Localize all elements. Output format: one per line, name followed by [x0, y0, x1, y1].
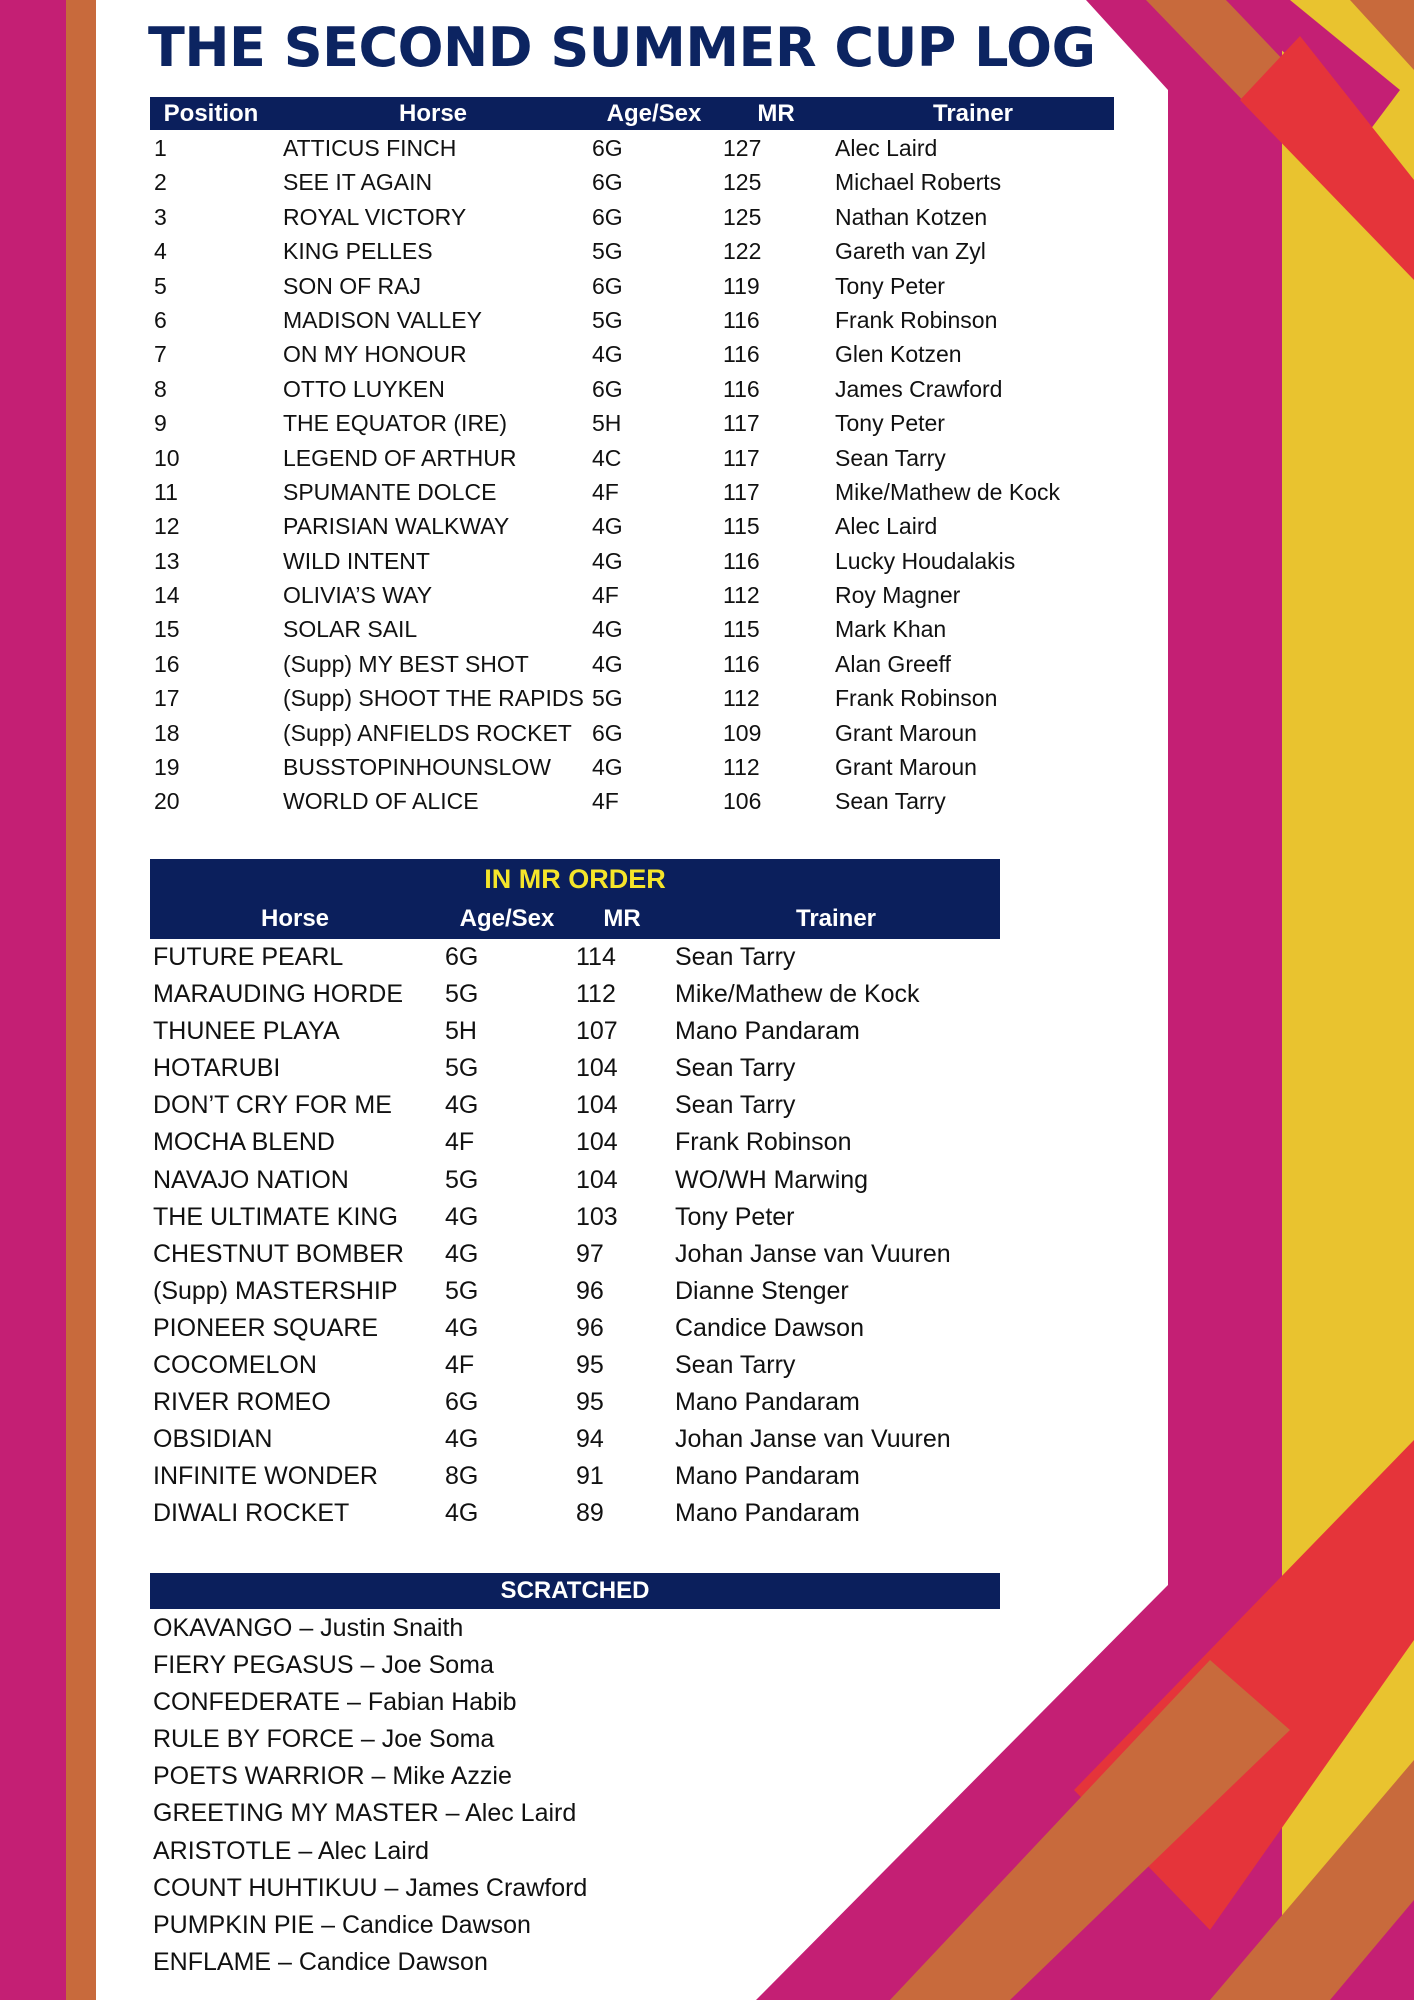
log-horse: MADISON VALLEY — [283, 306, 482, 333]
table-row — [154, 475, 1114, 509]
log-trainer: Frank Robinson — [835, 685, 998, 712]
table-row — [153, 1087, 1003, 1124]
mr-value: 103 — [576, 1202, 618, 1231]
table-row — [154, 337, 1114, 371]
log-mr: 116 — [723, 547, 760, 574]
mr-value: 91 — [576, 1462, 604, 1491]
table-row — [154, 372, 1114, 406]
table-row — [154, 131, 1114, 165]
mr-trainer: Tony Peter — [675, 1202, 795, 1231]
log-mr: 122 — [723, 238, 762, 265]
log-mr: 127 — [723, 135, 762, 161]
log-age-sex: 4C — [592, 444, 622, 471]
log-position: 13 — [154, 547, 180, 574]
log-position: 16 — [154, 650, 180, 677]
table-row — [154, 303, 1114, 337]
log-horse: SPUMANTE DOLCE — [283, 478, 497, 505]
log-age-sex: 4F — [592, 788, 619, 815]
log-trainer: Tony Peter — [835, 410, 945, 437]
mr-horse: PIONEER SQUARE — [153, 1313, 379, 1342]
mr-col-header-age-sex: Age/Sex — [459, 905, 555, 932]
mr-horse: MOCHA BLEND — [153, 1128, 335, 1157]
mr-age-sex: 5G — [445, 980, 479, 1009]
log-horse: ON MY HONOUR — [283, 341, 467, 368]
mr-horse: DIWALI ROCKET — [153, 1499, 350, 1528]
scratched-header — [150, 1573, 1000, 1609]
table-row — [154, 750, 1114, 784]
log-position: 15 — [154, 616, 180, 643]
table-row — [153, 1458, 1003, 1495]
log-horse: WILD INTENT — [283, 547, 430, 574]
log-horse: ROYAL VICTORY — [283, 203, 467, 230]
log-horse: OLIVIA’S WAY — [283, 582, 433, 609]
mr-trainer: Dianne Stenger — [675, 1276, 849, 1305]
mr-trainer: Sean Tarry — [675, 1351, 796, 1380]
mr-trainer: Mike/Mathew de Kock — [675, 980, 920, 1009]
table-row — [153, 1384, 1003, 1421]
mr-order-title: IN MR ORDER — [484, 864, 666, 894]
mr-age-sex: 4F — [445, 1351, 475, 1380]
mr-value: 95 — [576, 1388, 604, 1417]
mr-value: 94 — [576, 1425, 604, 1454]
table-row — [153, 1236, 1003, 1273]
log-age-sex: 5G — [592, 238, 623, 265]
table-row — [154, 578, 1114, 612]
mr-trainer: Candice Dawson — [675, 1313, 864, 1342]
mr-trainer: WO/WH Marwing — [675, 1165, 869, 1194]
scratched-item: ARISTOTLE – Alec Laird — [153, 1836, 430, 1865]
log-trainer: Lucky Houdalakis — [835, 547, 1016, 574]
log-age-sex: 4G — [592, 616, 623, 643]
log-trainer: Gareth van Zyl — [835, 238, 986, 265]
log-age-sex: 4F — [592, 582, 619, 609]
log-mr: 116 — [723, 650, 760, 677]
table-row — [154, 612, 1114, 646]
log-horse: PARISIAN WALKWAY — [283, 513, 510, 540]
mr-horse: NAVAJO NATION — [153, 1165, 349, 1194]
mr-age-sex: 4G — [445, 1091, 479, 1120]
mr-value: 104 — [576, 1165, 618, 1194]
mr-age-sex: 4G — [445, 1239, 479, 1268]
log-horse: (Supp) SHOOT THE RAPIDS — [283, 685, 584, 712]
log-trainer: Grant Maroun — [835, 754, 977, 781]
log-age-sex: 5G — [592, 306, 623, 333]
table-row — [153, 1495, 1003, 1532]
mr-age-sex: 8G — [445, 1462, 479, 1491]
table-row — [153, 1162, 1003, 1199]
table-row — [154, 200, 1114, 234]
log-trainer: Sean Tarry — [835, 444, 946, 471]
col-header-mr: MR — [757, 100, 795, 127]
scratched-item: PUMPKIN PIE – Candice Dawson — [153, 1910, 531, 1939]
log-mr: 117 — [723, 478, 760, 505]
log-age-sex: 6G — [592, 719, 623, 746]
log-position: 17 — [154, 685, 180, 712]
log-trainer: Frank Robinson — [835, 306, 998, 333]
log-position: 10 — [154, 444, 180, 471]
log-horse: SOLAR SAIL — [283, 616, 418, 643]
mr-value: 107 — [576, 1017, 618, 1046]
mr-order-header — [150, 859, 1000, 939]
scratched-item: FIERY PEGASUS – Joe Soma — [153, 1651, 494, 1680]
table-row — [154, 269, 1114, 303]
scratched-item: POETS WARRIOR – Mike Azzie — [153, 1762, 512, 1791]
mr-age-sex: 5G — [445, 1054, 479, 1083]
log-position: 12 — [154, 513, 180, 540]
log-table-body — [154, 131, 1114, 819]
log-horse: SON OF RAJ — [283, 272, 422, 299]
table-row — [154, 165, 1114, 199]
mr-trainer: Mano Pandaram — [675, 1499, 860, 1528]
table-row — [153, 1013, 1003, 1050]
scratched-item: RULE BY FORCE – Joe Soma — [153, 1725, 495, 1754]
log-trainer: Michael Roberts — [835, 169, 1002, 196]
mr-horse: CHESTNUT BOMBER — [153, 1239, 404, 1268]
log-age-sex: 4G — [592, 650, 623, 677]
log-mr: 117 — [723, 444, 760, 471]
mr-trainer: Mano Pandaram — [675, 1462, 860, 1491]
mr-horse: FUTURE PEARL — [153, 943, 344, 971]
scratched-item: OKAVANGO – Justin Snaith — [153, 1614, 464, 1642]
mr-horse: OBSIDIAN — [153, 1425, 273, 1454]
table-row — [154, 647, 1114, 681]
log-trainer: Glen Kotzen — [835, 341, 962, 368]
table-row — [154, 441, 1114, 475]
log-age-sex: 6G — [592, 272, 623, 299]
log-trainer: Sean Tarry — [835, 788, 946, 815]
log-age-sex: 4G — [592, 754, 623, 781]
mr-value: 112 — [576, 980, 616, 1009]
col-header-position: Position — [163, 100, 259, 127]
log-age-sex: 6G — [592, 169, 623, 196]
log-trainer: Alan Greeff — [835, 650, 951, 677]
mr-age-sex: 4F — [445, 1128, 475, 1157]
mr-trainer: Frank Robinson — [675, 1128, 852, 1157]
log-trainer: James Crawford — [835, 375, 1003, 402]
log-horse: OTTO LUYKEN — [283, 375, 445, 402]
log-position: 19 — [154, 754, 180, 781]
log-trainer: Roy Magner — [835, 582, 961, 609]
mr-horse: RIVER ROMEO — [153, 1388, 331, 1417]
mr-horse: THE ULTIMATE KING — [153, 1202, 398, 1231]
log-mr: 109 — [723, 719, 762, 746]
scratched-item: GREETING MY MASTER – Alec Laird — [153, 1799, 577, 1828]
mr-age-sex: 5G — [445, 1276, 479, 1305]
scratched-item: ENFLAME – Candice Dawson — [153, 1947, 488, 1976]
scratched-list — [153, 1610, 1003, 1981]
mr-horse: MARAUDING HORDE — [153, 980, 404, 1009]
log-mr: 117 — [723, 410, 760, 437]
scratched-item: COUNT HUHTIKUU – James Crawford — [153, 1873, 588, 1902]
log-trainer: Tony Peter — [835, 272, 945, 299]
mr-value: 114 — [576, 943, 616, 971]
log-horse: (Supp) MY BEST SHOT — [283, 650, 529, 677]
log-horse: WORLD OF ALICE — [283, 788, 479, 815]
table-row — [154, 509, 1114, 543]
mr-value: 104 — [576, 1091, 618, 1120]
log-trainer: Mike/Mathew de Kock — [835, 478, 1060, 505]
mr-age-sex: 5H — [445, 1017, 477, 1046]
mr-horse: COCOMELON — [153, 1351, 317, 1380]
col-header-age-sex: Age/Sex — [606, 100, 702, 127]
table-row — [153, 1199, 1003, 1236]
log-age-sex: 4F — [592, 478, 619, 505]
scratched-title: SCRATCHED — [500, 1577, 650, 1604]
log-trainer: Grant Maroun — [835, 719, 977, 746]
mr-value: 89 — [576, 1499, 604, 1528]
table-row — [154, 681, 1114, 715]
mr-col-header-mr: MR — [603, 905, 641, 932]
log-position: 4 — [154, 238, 167, 265]
scratched-item: CONFEDERATE – Fabian Habib — [153, 1688, 517, 1717]
mr-value: 104 — [576, 1054, 618, 1083]
mr-horse: INFINITE WONDER — [153, 1462, 378, 1491]
log-horse: (Supp) ANFIELDS ROCKET — [283, 719, 572, 746]
mr-trainer: Mano Pandaram — [675, 1388, 860, 1417]
log-position: 3 — [154, 203, 167, 230]
log-table-header — [150, 97, 1114, 130]
log-position: 1 — [154, 135, 167, 161]
log-mr: 115 — [723, 616, 760, 643]
table-row — [154, 716, 1114, 750]
table-row — [154, 544, 1114, 578]
log-trainer: Alec Laird — [835, 513, 938, 540]
log-mr: 112 — [723, 582, 760, 609]
log-mr: 116 — [723, 341, 760, 368]
table-row — [153, 1124, 1003, 1161]
log-position: 6 — [154, 306, 167, 333]
page-title: THE SECOND SUMMER CUP LOG — [148, 16, 1096, 79]
mr-order-body — [153, 939, 1003, 1533]
mr-trainer: Sean Tarry — [675, 1091, 796, 1120]
mr-age-sex: 4G — [445, 1425, 479, 1454]
mr-value: 104 — [576, 1128, 618, 1157]
log-trainer: Nathan Kotzen — [835, 203, 988, 230]
mr-age-sex: 4G — [445, 1313, 479, 1342]
log-mr: 116 — [723, 306, 760, 333]
log-horse: THE EQUATOR (IRE) — [283, 410, 508, 437]
mr-horse: HOTARUBI — [153, 1054, 281, 1083]
table-row — [153, 1310, 1003, 1347]
log-age-sex: 6G — [592, 375, 623, 402]
mr-horse: (Supp) MASTERSHIP — [153, 1276, 398, 1305]
mr-trainer: Mano Pandaram — [675, 1017, 860, 1046]
mr-value: 97 — [576, 1239, 604, 1268]
mr-age-sex: 6G — [445, 1388, 479, 1417]
log-age-sex: 5H — [592, 410, 622, 437]
log-mr: 125 — [723, 169, 762, 196]
log-age-sex: 6G — [592, 135, 623, 161]
table-row — [153, 1050, 1003, 1087]
log-mr: 116 — [723, 375, 760, 402]
table-row — [154, 234, 1114, 268]
table-row — [153, 976, 1003, 1013]
log-mr: 112 — [723, 754, 760, 781]
log-mr: 119 — [723, 272, 760, 299]
log-horse: LEGEND OF ARTHUR — [283, 444, 517, 471]
log-position: 7 — [154, 341, 167, 368]
log-age-sex: 5G — [592, 685, 623, 712]
log-position: 11 — [154, 478, 178, 505]
mr-horse: DON’T CRY FOR ME — [153, 1091, 392, 1120]
mr-age-sex: 6G — [445, 943, 479, 971]
log-mr: 106 — [723, 788, 762, 815]
mr-age-sex: 4G — [445, 1202, 479, 1231]
col-header-trainer: Trainer — [932, 100, 1014, 127]
mr-value: 95 — [576, 1351, 604, 1380]
log-position: 9 — [154, 410, 167, 437]
table-row — [153, 1347, 1003, 1384]
log-mr: 115 — [723, 513, 760, 540]
mr-col-header-horse: Horse — [260, 905, 330, 932]
mr-col-header-trainer: Trainer — [795, 905, 877, 932]
mr-value: 96 — [576, 1313, 604, 1342]
mr-trainer: Johan Janse van Vuuren — [675, 1239, 951, 1268]
table-row — [153, 1421, 1003, 1458]
table-row — [153, 939, 1003, 976]
mr-trainer: Johan Janse van Vuuren — [675, 1425, 951, 1454]
mr-horse: THUNEE PLAYA — [153, 1017, 340, 1046]
log-trainer: Alec Laird — [835, 135, 938, 161]
log-position: 18 — [154, 719, 180, 746]
log-mr: 125 — [723, 203, 762, 230]
log-trainer: Mark Khan — [835, 616, 947, 643]
log-horse: KING PELLES — [283, 238, 433, 265]
log-mr: 112 — [723, 685, 760, 712]
log-age-sex: 6G — [592, 203, 623, 230]
log-age-sex: 4G — [592, 341, 623, 368]
log-position: 2 — [154, 169, 167, 196]
table-row — [154, 406, 1114, 440]
log-age-sex: 4G — [592, 513, 623, 540]
mr-trainer: Sean Tarry — [675, 943, 796, 971]
log-position: 5 — [154, 272, 167, 299]
log-position: 8 — [154, 375, 167, 402]
log-horse: SEE IT AGAIN — [283, 169, 433, 196]
log-position: 20 — [154, 788, 180, 815]
mr-trainer: Sean Tarry — [675, 1054, 796, 1083]
log-age-sex: 4G — [592, 547, 623, 574]
mr-age-sex: 4G — [445, 1499, 479, 1528]
col-header-horse: Horse — [398, 100, 468, 127]
log-horse: ATTICUS FINCH — [283, 135, 457, 161]
log-horse: BUSSTOPINHOUNSLOW — [283, 754, 551, 781]
table-row — [153, 1273, 1003, 1310]
mr-age-sex: 5G — [445, 1165, 479, 1194]
log-position: 14 — [154, 582, 180, 609]
mr-value: 96 — [576, 1276, 604, 1305]
table-row — [154, 784, 1114, 818]
